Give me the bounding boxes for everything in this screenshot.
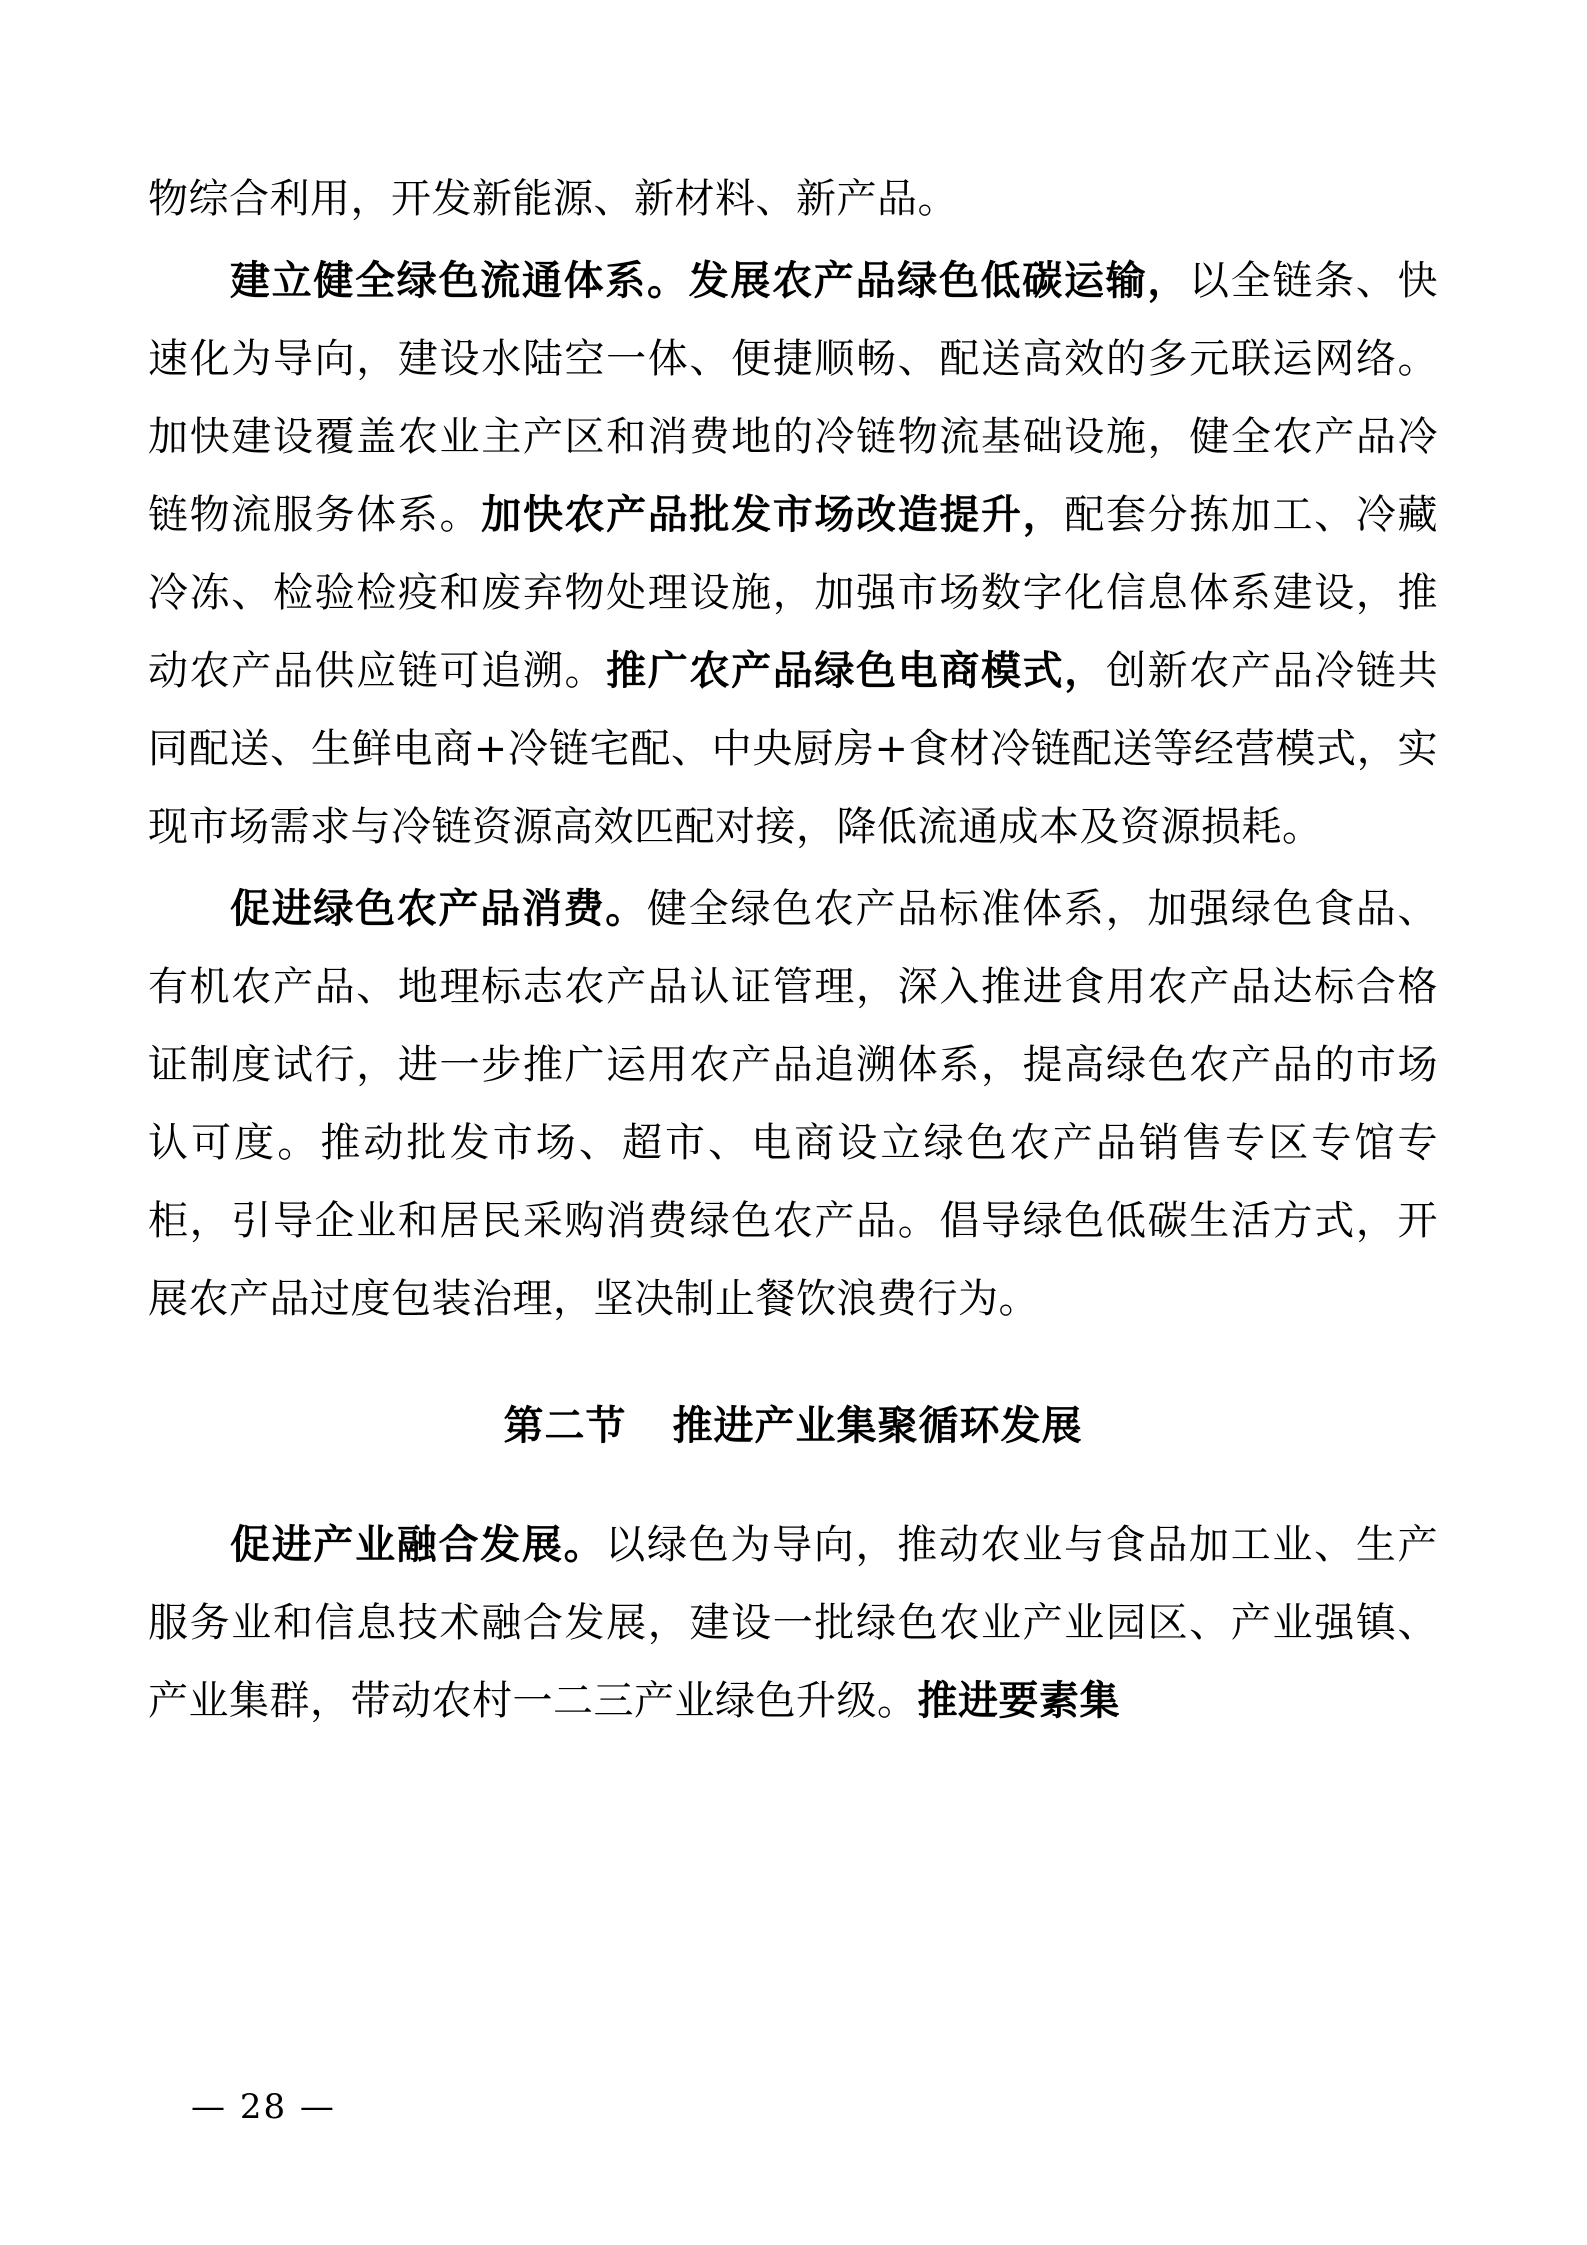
paragraph-3 (148, 870, 1438, 1338)
paragraph-2-text-1: 以全链条、快速化为导向，建设水陆空一体、便捷顺畅、配送高效的多元联运网络。加快建设覆盖农业主产区和消费地的冷链物流基础设施，健全农产品冷链物流服务体系。 (148, 258, 1439, 538)
paragraph-4-bold-2: 推进要素集 (917, 1677, 1120, 1724)
paragraph-4-bold-lead: 促进产业融合发展。 (230, 1521, 606, 1568)
paragraph-2-bold-lead: 建立健全绿色流通体系。 (230, 257, 689, 304)
section-heading (148, 1390, 1438, 1462)
paragraph-1-text: 物综合利用，开发新能源、新材料、新产品。 (148, 176, 958, 222)
paragraph-1 (148, 160, 1438, 238)
page-content (148, 160, 1438, 1744)
section-heading-title: 推进产业集聚循环发展 (672, 1402, 1083, 1449)
page-number: — 28 — (191, 2087, 336, 2127)
paragraph-3-bold-lead: 促进绿色农产品消费。 (230, 885, 647, 932)
page-footer (0, 2087, 1587, 2127)
paragraph-2 (148, 242, 1438, 866)
paragraph-2-text-3: 创新农产品冷链共同配送、生鲜电商+冷链宅配、中央厨房+食材冷链配送等经营模式，实现市场需求与冷链资源高效匹配对接，降低流通成本及资源损耗。 (148, 648, 1439, 850)
section-heading-number: 第二节 (503, 1402, 627, 1449)
paragraph-3-text: 健全绿色农产品标准体系，加强绿色食品、有机农产品、地理标志农产品认证管理，深入推进食用农产品达标合格证制度试行，进一步推广运用农产品追溯体系，提高绿色农产品的市场认可度。推动批发市场、超市、电商设立绿色农产品销售专区专馆专柜，引导企业和居民采购消费绿色农产品。倡导绿色低碳生活方式，开展农产品过度包装治理，坚决制止餐饮浪费行为。 (148, 886, 1439, 1322)
paragraph-2-bold-2: 发展农产品绿色低碳运输， (688, 257, 1190, 304)
paragraph-2-bold-3: 加快农产品批发市场改造提升， (481, 491, 1065, 538)
paragraph-2-text-2: 配套分拣加工、冷藏冷冻、检验检疫和废弃物处理设施，加强市场数字化信息体系建设，推动农产品供应链可追溯。 (148, 492, 1439, 694)
paragraph-4 (148, 1506, 1438, 1740)
paragraph-4-text-1: 以绿色为导向，推动农业与食品加工业、生产服务业和信息技术融合发展，建设一批绿色农业产业园区、产业强镇、产业集群，带动农村一二三产业绿色升级。 (148, 1522, 1439, 1724)
paragraph-2-bold-4: 推广农产品绿色电商模式， (606, 647, 1106, 694)
